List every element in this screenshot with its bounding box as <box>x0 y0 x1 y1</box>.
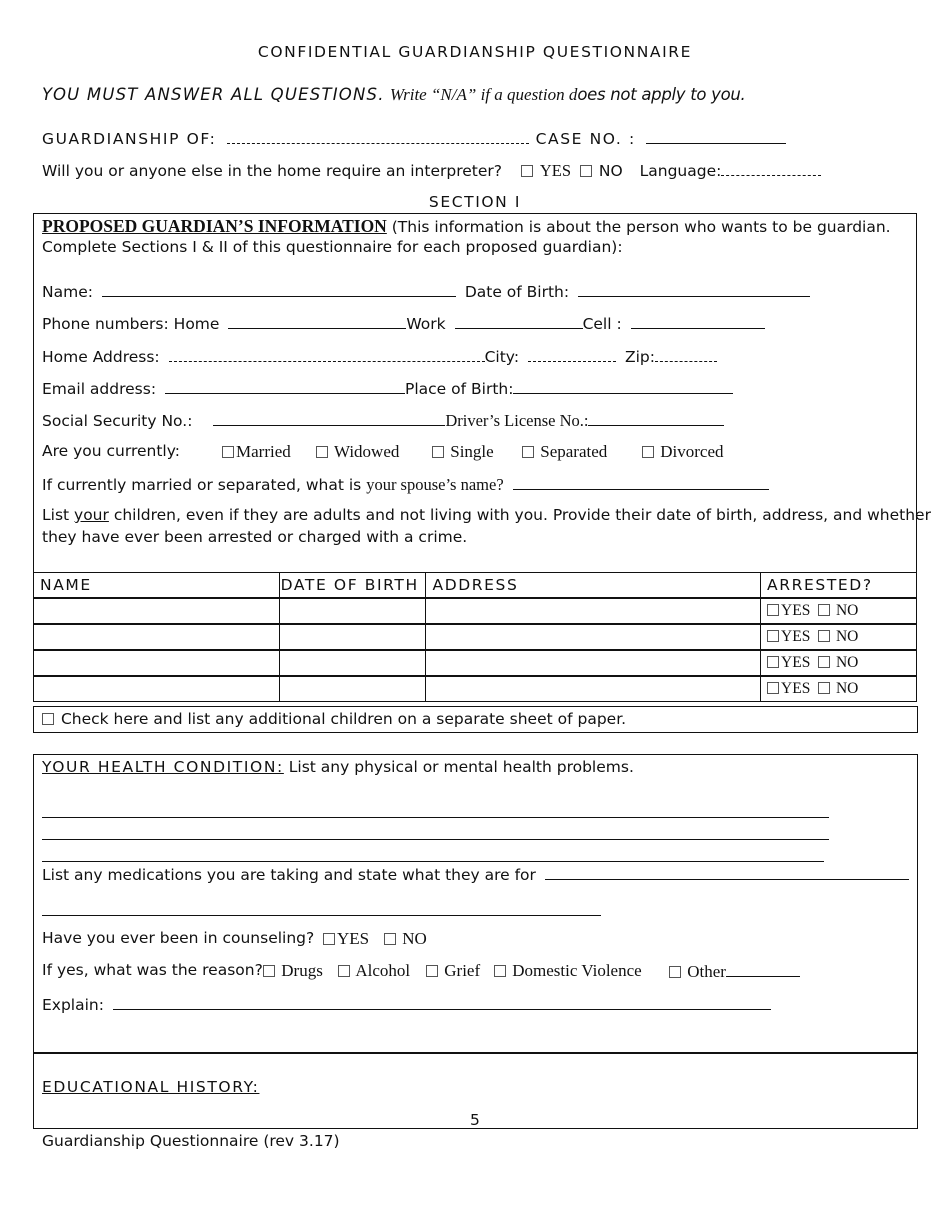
name-label: Name: <box>42 283 93 301</box>
medications-line-2[interactable] <box>42 915 601 916</box>
counseling-label: Have you ever been in counseling? <box>42 929 315 947</box>
counseling-yes[interactable]: YES <box>323 929 369 949</box>
child-address-cell[interactable] <box>426 624 761 650</box>
reason-domestic-violence[interactable]: Domestic Violence <box>494 961 642 981</box>
checkbox-icon <box>263 965 275 977</box>
zip-label: Zip: <box>624 348 655 366</box>
checkbox-icon <box>222 446 234 458</box>
reason-grief[interactable]: Grief <box>426 961 480 981</box>
guardianship-of-row <box>42 128 786 148</box>
checkbox-icon <box>767 604 779 616</box>
child-name-cell[interactable] <box>34 676 280 702</box>
checkbox-icon <box>767 682 779 694</box>
table-row <box>34 598 917 624</box>
child-address-cell[interactable] <box>426 676 761 702</box>
arrested-no[interactable]: NO <box>818 680 858 697</box>
checkbox-icon <box>42 713 54 725</box>
checkbox-icon <box>316 446 328 458</box>
dl-label: Driver’s License No.: <box>445 411 589 430</box>
marital-option-widowed[interactable]: Widowed <box>316 442 399 462</box>
checkbox-icon <box>818 604 830 616</box>
child-dob-cell[interactable] <box>279 650 426 676</box>
instructions-rest: oes not apply to you. <box>577 85 746 104</box>
checkbox-icon <box>642 446 654 458</box>
pob-field[interactable] <box>513 378 733 394</box>
children-instructions-2: they have ever been arrested or charged with a crime. <box>42 528 468 546</box>
language-field[interactable] <box>721 160 821 176</box>
form-title: CONFIDENTIAL GUARDIANSHIP QUESTIONNAIRE <box>257 43 693 61</box>
interpreter-yes[interactable]: YES <box>521 162 571 180</box>
arrested-yes[interactable]: YES <box>767 680 810 697</box>
arrested-yes[interactable]: YES <box>767 628 810 645</box>
guardian-info-intro-1: (This information is about the person who wants to be guardian. <box>386 218 891 236</box>
explain-row <box>42 994 771 1014</box>
counseling-no[interactable]: NO <box>384 929 427 949</box>
header-name: NAME <box>34 573 280 599</box>
dob-field[interactable] <box>578 281 810 297</box>
table-row <box>34 624 917 650</box>
checkbox-icon <box>494 965 506 977</box>
health-heading-row <box>42 758 634 776</box>
health-line-1[interactable] <box>42 817 829 818</box>
checkbox-icon <box>669 966 681 978</box>
footer-text: Guardianship Questionnaire (rev 3.17) <box>42 1132 340 1150</box>
case-no-field[interactable] <box>646 128 786 144</box>
arrested-no[interactable]: NO <box>818 602 858 619</box>
guardian-info-heading: PROPOSED GUARDIAN’S INFORMATION <box>42 216 387 236</box>
ssn-row <box>42 410 724 431</box>
education-heading: EDUCATIONAL HISTORY: <box>42 1078 260 1096</box>
marital-option-separated[interactable]: Separated <box>522 442 607 462</box>
child-name-cell[interactable] <box>34 624 280 650</box>
interpreter-row <box>42 160 821 181</box>
children-instructions-1: List your children, even if they are adults and not living with you. Provide their date of birth, address, and whether <box>42 506 931 524</box>
checkbox-icon <box>432 446 444 458</box>
reason-alcohol[interactable]: Alcohol <box>338 961 410 981</box>
medications-field[interactable] <box>545 864 909 880</box>
child-address-cell[interactable] <box>426 650 761 676</box>
child-address-cell[interactable] <box>426 598 761 624</box>
checkbox-icon <box>426 965 438 977</box>
additional-children-checkbox[interactable] <box>42 710 626 728</box>
phone-home-field[interactable] <box>228 313 406 329</box>
arrested-yes[interactable]: YES <box>767 654 810 671</box>
health-heading: YOUR HEALTH CONDITION: <box>42 758 284 776</box>
dob-label: Date of Birth: <box>464 283 570 301</box>
dl-field[interactable] <box>588 410 724 426</box>
health-line-3[interactable] <box>42 861 824 862</box>
spouse-label-b: your spouse’s name? <box>366 475 504 494</box>
phone-home-label: Phone numbers: Home <box>42 315 220 333</box>
marital-option-single[interactable]: Single <box>432 442 494 462</box>
email-label: Email address: <box>42 380 157 398</box>
reason-label: If yes, what was the reason? <box>42 961 263 979</box>
pob-label: Place of Birth: <box>405 380 514 398</box>
phone-cell-label: Cell : <box>582 315 622 333</box>
address-label: Home Address: <box>42 348 160 366</box>
checkbox-icon <box>521 165 533 177</box>
marital-label: Are you currently: <box>42 442 180 460</box>
arrested-cell <box>761 598 917 624</box>
arrested-cell <box>761 650 917 676</box>
phone-work-field[interactable] <box>455 313 583 329</box>
interpreter-no[interactable]: NO <box>580 162 623 180</box>
checkbox-icon <box>818 656 830 668</box>
checkbox-icon <box>818 630 830 642</box>
children-table-header <box>34 573 917 599</box>
zip-field[interactable] <box>655 346 717 362</box>
checkbox-icon <box>818 682 830 694</box>
ssn-field[interactable] <box>213 410 445 426</box>
table-row <box>34 676 917 702</box>
checkbox-icon <box>580 165 592 177</box>
marital-option-married[interactable]: Married <box>222 442 291 462</box>
header-arrested: ARRESTED? <box>761 573 917 599</box>
page-number: 5 <box>470 1111 480 1129</box>
section-label: SECTION I <box>428 193 522 211</box>
checkbox-icon <box>338 965 350 977</box>
reason-other-field[interactable] <box>726 961 800 977</box>
additional-children-label: Check here and list any additional children on a separate sheet of paper. <box>60 710 627 728</box>
arrested-no[interactable]: NO <box>818 654 858 671</box>
marital-option-divorced[interactable]: Divorced <box>642 442 724 462</box>
table-row <box>34 650 917 676</box>
checkbox-icon <box>384 933 396 945</box>
spouse-field[interactable] <box>513 474 769 490</box>
checkbox-icon <box>767 656 779 668</box>
spouse-row <box>42 474 769 495</box>
interpreter-question: Will you or anyone else in the home require an interpreter? <box>42 162 502 180</box>
address-field[interactable] <box>169 346 485 362</box>
header-dob: DATE OF BIRTH <box>279 573 426 599</box>
health-prompt: List any physical or mental health problems. <box>283 758 634 776</box>
reason-other[interactable]: Other <box>669 961 800 982</box>
ssn-label: Social Security No.: <box>42 412 193 430</box>
checkbox-icon <box>767 630 779 642</box>
case-no-label: CASE NO. : <box>535 130 636 148</box>
guardian-info-heading-row <box>42 216 891 237</box>
language-label: Language: <box>639 162 722 180</box>
child-name-cell[interactable] <box>34 598 280 624</box>
checkbox-icon <box>323 933 335 945</box>
health-line-2[interactable] <box>42 839 829 840</box>
marital-row <box>42 442 180 460</box>
city-field[interactable] <box>528 346 616 362</box>
phone-cell-field[interactable] <box>631 313 765 329</box>
city-label: City: <box>484 348 520 366</box>
counseling-row <box>42 929 314 947</box>
email-field[interactable] <box>165 378 405 394</box>
header-address: ADDRESS <box>426 573 761 599</box>
arrested-yes[interactable]: YES <box>767 602 810 619</box>
child-dob-cell[interactable] <box>279 676 426 702</box>
arrested-no[interactable]: NO <box>818 628 858 645</box>
explain-label: Explain: <box>42 996 104 1014</box>
explain-field[interactable] <box>113 994 771 1010</box>
guardianship-of-field[interactable] <box>227 128 529 144</box>
guardian-info-intro-2: Complete Sections I & II of this questionnaire for each proposed guardian): <box>42 238 623 256</box>
guardianship-of-label: GUARDIANSHIP OF: <box>42 130 217 148</box>
medications-label: List any medications you are taking and state what they are for <box>42 866 536 884</box>
name-row <box>42 281 810 301</box>
name-field[interactable] <box>102 281 456 297</box>
reason-drugs[interactable]: Drugs <box>263 961 323 981</box>
children-table <box>33 572 917 702</box>
medications-row <box>42 864 909 884</box>
arrested-cell <box>761 624 917 650</box>
arrested-cell <box>761 676 917 702</box>
child-dob-cell[interactable] <box>279 598 426 624</box>
instructions-write: Write “N/A” if a question d <box>389 85 578 104</box>
child-dob-cell[interactable] <box>279 624 426 650</box>
child-name-cell[interactable] <box>34 650 280 676</box>
phone-row <box>42 313 765 333</box>
instructions <box>42 85 745 105</box>
phone-work-label: Work <box>406 315 446 333</box>
instructions-must: YOU MUST ANSWER ALL QUESTIONS. <box>42 85 385 104</box>
spouse-label-a: If currently married or separated, what is <box>42 476 367 494</box>
checkbox-icon <box>522 446 534 458</box>
email-row <box>42 378 733 398</box>
address-row <box>42 346 717 366</box>
